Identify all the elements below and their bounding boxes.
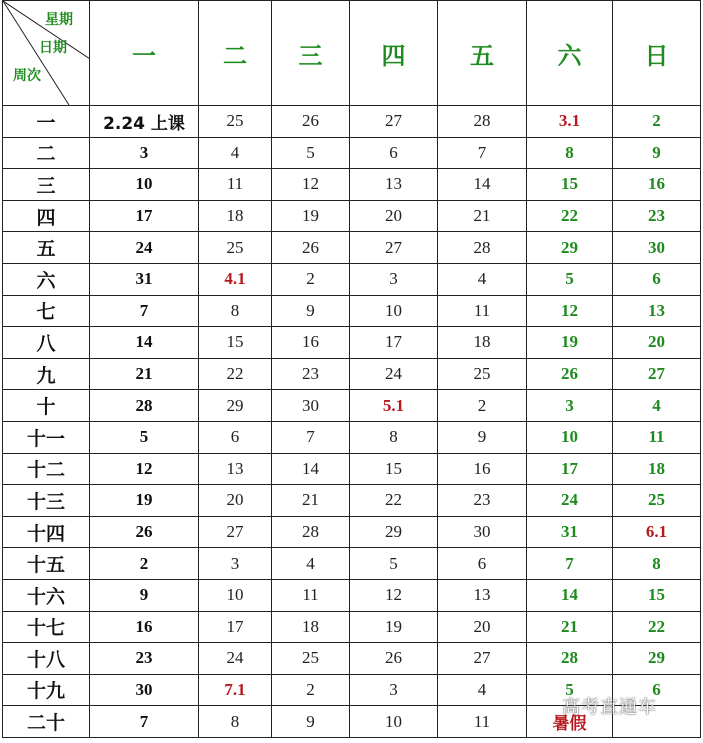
date-cell: 6 xyxy=(350,137,438,169)
week-row xyxy=(3,643,701,675)
date-cell: 19 xyxy=(350,611,438,643)
date-cell: 15 xyxy=(613,579,701,611)
date-cell: 8 xyxy=(613,548,701,580)
date-cell: 11 xyxy=(272,579,350,611)
date-cell: 5 xyxy=(527,674,613,706)
week-number: 十七 xyxy=(3,611,90,643)
date-cell: 11 xyxy=(613,421,701,453)
header-day: 六 xyxy=(527,1,613,106)
date-cell: 14 xyxy=(527,579,613,611)
week-number: 十八 xyxy=(3,643,90,675)
date-cell: 25 xyxy=(613,485,701,517)
date-cell: 17 xyxy=(527,453,613,485)
date-cell: 30 xyxy=(90,674,199,706)
date-cell: 13 xyxy=(438,579,527,611)
date-cell: 7 xyxy=(90,706,199,738)
date-cell: 9 xyxy=(272,295,350,327)
date-cell: 28 xyxy=(438,232,527,264)
header-day: 二 xyxy=(199,1,272,106)
date-cell: 3 xyxy=(350,674,438,706)
week-number: 一 xyxy=(3,106,90,138)
date-cell: 20 xyxy=(613,327,701,359)
week-row xyxy=(3,169,701,201)
date-cell: 26 xyxy=(350,643,438,675)
date-cell: 2 xyxy=(90,548,199,580)
date-cell: 16 xyxy=(438,453,527,485)
week-number: 十五 xyxy=(3,548,90,580)
week-row xyxy=(3,327,701,359)
date-cell: 25 xyxy=(199,106,272,138)
week-row xyxy=(3,611,701,643)
header-day: 五 xyxy=(438,1,527,106)
date-cell: 5 xyxy=(527,263,613,295)
date-cell: 2 xyxy=(438,390,527,422)
date-cell: 18 xyxy=(613,453,701,485)
week-number: 八 xyxy=(3,327,90,359)
date-cell: 17 xyxy=(350,327,438,359)
date-cell: 23 xyxy=(272,358,350,390)
week-number: 六 xyxy=(3,263,90,295)
date-cell: 26 xyxy=(527,358,613,390)
date-cell: 6 xyxy=(613,263,701,295)
week-number: 十一 xyxy=(3,421,90,453)
date-cell: 2 xyxy=(613,106,701,138)
date-cell: 10 xyxy=(350,295,438,327)
date-cell: 7.1 xyxy=(199,674,272,706)
date-cell: 18 xyxy=(438,327,527,359)
date-cell: 31 xyxy=(527,516,613,548)
date-cell: 4 xyxy=(613,390,701,422)
date-cell: 17 xyxy=(199,611,272,643)
date-cell: 27 xyxy=(613,358,701,390)
date-cell: 7 xyxy=(438,137,527,169)
date-cell: 11 xyxy=(438,295,527,327)
date-cell: 26 xyxy=(272,106,350,138)
date-cell: 25 xyxy=(199,232,272,264)
week-number: 十 xyxy=(3,390,90,422)
week-number: 十六 xyxy=(3,579,90,611)
week-row xyxy=(3,485,701,517)
date-cell: 27 xyxy=(199,516,272,548)
date-cell: 20 xyxy=(438,611,527,643)
date-cell: 10 xyxy=(90,169,199,201)
date-cell: 13 xyxy=(613,295,701,327)
date-cell: 15 xyxy=(350,453,438,485)
semester-calendar-table xyxy=(2,0,701,738)
date-cell: 15 xyxy=(527,169,613,201)
date-cell: 29 xyxy=(613,643,701,675)
date-cell: 20 xyxy=(350,200,438,232)
date-cell: 8 xyxy=(527,137,613,169)
date-cell: 8 xyxy=(199,295,272,327)
date-cell: 7 xyxy=(527,548,613,580)
date-cell: 5 xyxy=(90,421,199,453)
date-cell: 28 xyxy=(527,643,613,675)
date-cell: 12 xyxy=(272,169,350,201)
date-cell: 21 xyxy=(438,200,527,232)
date-cell: 2 xyxy=(272,674,350,706)
corner-label-week: 周次 xyxy=(13,68,41,84)
week-number: 七 xyxy=(3,295,90,327)
date-cell: 18 xyxy=(199,200,272,232)
date-cell: 27 xyxy=(350,232,438,264)
week-row xyxy=(3,390,701,422)
date-cell: 8 xyxy=(350,421,438,453)
date-cell: 23 xyxy=(613,200,701,232)
date-cell: 16 xyxy=(90,611,199,643)
date-cell: 3 xyxy=(350,263,438,295)
week-row xyxy=(3,453,701,485)
week-row xyxy=(3,421,701,453)
week-row xyxy=(3,295,701,327)
week-number: 十二 xyxy=(3,453,90,485)
week-number: 二 xyxy=(3,137,90,169)
date-cell: 5 xyxy=(272,137,350,169)
header-row xyxy=(3,1,701,106)
week-number: 二十 xyxy=(3,706,90,738)
date-cell: 22 xyxy=(613,611,701,643)
date-cell: 23 xyxy=(438,485,527,517)
date-cell: 12 xyxy=(527,295,613,327)
week-row xyxy=(3,358,701,390)
date-cell: 29 xyxy=(199,390,272,422)
date-cell: 2 xyxy=(272,263,350,295)
date-cell: 11 xyxy=(438,706,527,738)
date-cell: 14 xyxy=(90,327,199,359)
date-cell: 21 xyxy=(272,485,350,517)
date-cell: 6 xyxy=(199,421,272,453)
date-cell: 4.1 xyxy=(199,263,272,295)
week-number: 九 xyxy=(3,358,90,390)
date-cell: 13 xyxy=(199,453,272,485)
date-cell: 24 xyxy=(350,358,438,390)
date-cell: 25 xyxy=(438,358,527,390)
date-cell: 7 xyxy=(90,295,199,327)
corner-label-date: 日期 xyxy=(39,40,67,56)
date-cell: 4 xyxy=(438,263,527,295)
date-cell: 12 xyxy=(90,453,199,485)
date-cell: 29 xyxy=(350,516,438,548)
date-cell: 19 xyxy=(527,327,613,359)
date-cell: 4 xyxy=(272,548,350,580)
date-cell: 25 xyxy=(272,643,350,675)
date-cell: 7 xyxy=(272,421,350,453)
date-cell: 22 xyxy=(199,358,272,390)
date-cell: 3 xyxy=(527,390,613,422)
week-number: 三 xyxy=(3,169,90,201)
date-cell: 17 xyxy=(90,200,199,232)
header-day: 四 xyxy=(350,1,438,106)
date-cell: 3.1 xyxy=(527,106,613,138)
date-cell: 10 xyxy=(350,706,438,738)
date-cell: 27 xyxy=(350,106,438,138)
date-cell: 9 xyxy=(438,421,527,453)
date-cell: 21 xyxy=(90,358,199,390)
date-cell: 18 xyxy=(272,611,350,643)
week-row xyxy=(3,200,701,232)
date-cell: 28 xyxy=(272,516,350,548)
date-cell: 4 xyxy=(438,674,527,706)
date-cell: 10 xyxy=(199,579,272,611)
date-cell: 24 xyxy=(527,485,613,517)
header-day: 一 xyxy=(90,1,199,106)
date-cell: 9 xyxy=(272,706,350,738)
date-cell: 6.1 xyxy=(613,516,701,548)
week-row xyxy=(3,106,701,138)
week-row xyxy=(3,263,701,295)
week-number: 十四 xyxy=(3,516,90,548)
date-cell: 13 xyxy=(350,169,438,201)
date-cell: 16 xyxy=(272,327,350,359)
date-cell: 5.1 xyxy=(350,390,438,422)
date-cell: 11 xyxy=(199,169,272,201)
week-row xyxy=(3,232,701,264)
date-cell: 8 xyxy=(199,706,272,738)
date-cell: 16 xyxy=(613,169,701,201)
date-cell: 26 xyxy=(272,232,350,264)
week-row xyxy=(3,137,701,169)
header-day: 三 xyxy=(272,1,350,106)
date-cell: 31 xyxy=(90,263,199,295)
corner-cell xyxy=(3,1,90,106)
date-cell: 30 xyxy=(272,390,350,422)
date-cell: 28 xyxy=(90,390,199,422)
date-cell: 24 xyxy=(90,232,199,264)
date-cell: 22 xyxy=(527,200,613,232)
date-cell: 暑假 xyxy=(527,706,613,738)
week-number: 四 xyxy=(3,200,90,232)
header-day: 日 xyxy=(613,1,701,106)
date-cell: 30 xyxy=(438,516,527,548)
date-cell: 19 xyxy=(272,200,350,232)
date-cell: 23 xyxy=(90,643,199,675)
week-number: 十三 xyxy=(3,485,90,517)
date-cell: 6 xyxy=(438,548,527,580)
date-cell: 22 xyxy=(350,485,438,517)
date-cell: 21 xyxy=(527,611,613,643)
date-cell: 6 xyxy=(613,674,701,706)
date-cell: 26 xyxy=(90,516,199,548)
week-row xyxy=(3,548,701,580)
date-cell: 24 xyxy=(199,643,272,675)
watermark-text: 高考直通车 xyxy=(562,697,657,718)
date-cell: 5 xyxy=(350,548,438,580)
week-number: 十九 xyxy=(3,674,90,706)
date-cell: 9 xyxy=(90,579,199,611)
date-cell: 10 xyxy=(527,421,613,453)
date-cell: 9 xyxy=(613,137,701,169)
corner-label-weekday: 星期 xyxy=(45,12,73,28)
date-cell: 19 xyxy=(90,485,199,517)
date-cell: 27 xyxy=(438,643,527,675)
date-cell: 3 xyxy=(90,137,199,169)
date-cell: 12 xyxy=(350,579,438,611)
date-cell: 14 xyxy=(272,453,350,485)
week-row xyxy=(3,516,701,548)
date-cell: 20 xyxy=(199,485,272,517)
date-cell: 2.24 上课 xyxy=(90,106,199,138)
date-cell: 15 xyxy=(199,327,272,359)
date-cell: 4 xyxy=(199,137,272,169)
date-cell: 29 xyxy=(527,232,613,264)
date-cell: 14 xyxy=(438,169,527,201)
date-cell: 28 xyxy=(438,106,527,138)
date-cell: 30 xyxy=(613,232,701,264)
date-cell: 3 xyxy=(199,548,272,580)
week-number: 五 xyxy=(3,232,90,264)
week-row xyxy=(3,579,701,611)
